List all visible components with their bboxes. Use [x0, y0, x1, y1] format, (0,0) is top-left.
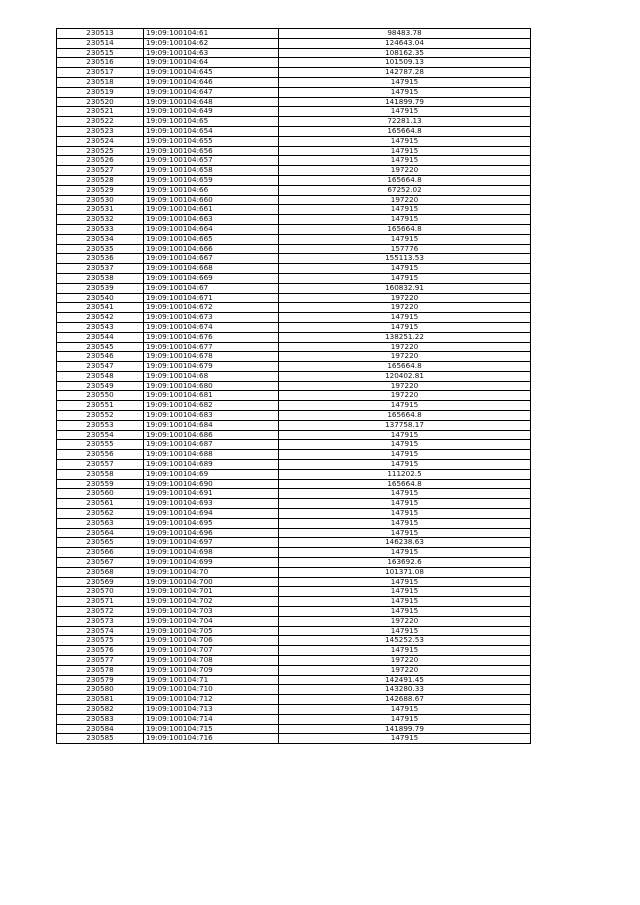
cadastral-number-cell: 19:09:100104:654	[144, 126, 279, 136]
cadastral-number-cell: 19:09:100104:679	[144, 362, 279, 372]
row-number-cell: 230527	[57, 166, 144, 176]
cadastral-number-cell: 19:09:100104:689	[144, 460, 279, 470]
cadastral-number-cell: 19:09:100104:684	[144, 420, 279, 430]
amount-cell: 101371.08	[279, 567, 531, 577]
table-row	[57, 587, 531, 597]
amount-cell: 147915	[279, 587, 531, 597]
table-row	[57, 411, 531, 421]
row-number-cell: 230535	[57, 244, 144, 254]
cadastral-number-cell: 19:09:100104:70	[144, 567, 279, 577]
amount-cell: 147915	[279, 234, 531, 244]
row-number-cell: 230576	[57, 646, 144, 656]
row-number-cell: 230531	[57, 205, 144, 215]
cadastral-number-cell: 19:09:100104:704	[144, 616, 279, 626]
cadastral-number-cell: 19:09:100104:714	[144, 714, 279, 724]
row-number-cell: 230571	[57, 597, 144, 607]
row-number-cell: 230514	[57, 38, 144, 48]
cadastral-number-cell: 19:09:100104:708	[144, 656, 279, 666]
table-row	[57, 97, 531, 107]
amount-cell: 197220	[279, 352, 531, 362]
row-number-cell: 230548	[57, 371, 144, 381]
amount-cell: 147915	[279, 489, 531, 499]
amount-cell: 147915	[279, 430, 531, 440]
row-number-cell: 230551	[57, 401, 144, 411]
row-number-cell: 230513	[57, 29, 144, 39]
table-row	[57, 528, 531, 538]
table-row	[57, 195, 531, 205]
amount-cell: 147915	[279, 215, 531, 225]
amount-cell: 197220	[279, 665, 531, 675]
cadastral-number-cell: 19:09:100104:687	[144, 440, 279, 450]
amount-cell: 147915	[279, 401, 531, 411]
data-table	[56, 28, 531, 744]
row-number-cell: 230563	[57, 518, 144, 528]
table-row	[57, 283, 531, 293]
table-row	[57, 558, 531, 568]
row-number-cell: 230549	[57, 381, 144, 391]
table-row	[57, 391, 531, 401]
row-number-cell: 230583	[57, 714, 144, 724]
amount-cell: 147915	[279, 646, 531, 656]
table-row	[57, 117, 531, 127]
table-row	[57, 48, 531, 58]
table-row	[57, 538, 531, 548]
amount-cell: 165664.8	[279, 479, 531, 489]
amount-cell: 147915	[279, 704, 531, 714]
row-number-cell: 230520	[57, 97, 144, 107]
row-number-cell: 230564	[57, 528, 144, 538]
table-row	[57, 254, 531, 264]
cadastral-number-cell: 19:09:100104:715	[144, 724, 279, 734]
amount-cell: 111202.5	[279, 469, 531, 479]
row-number-cell: 230525	[57, 146, 144, 156]
cadastral-number-cell: 19:09:100104:671	[144, 293, 279, 303]
cadastral-number-cell: 19:09:100104:664	[144, 224, 279, 234]
row-number-cell: 230526	[57, 156, 144, 166]
row-number-cell: 230574	[57, 626, 144, 636]
amount-cell: 197220	[279, 391, 531, 401]
amount-cell: 147915	[279, 77, 531, 87]
table-body	[57, 29, 531, 744]
amount-cell: 72281.13	[279, 117, 531, 127]
row-number-cell: 230580	[57, 685, 144, 695]
table-row	[57, 77, 531, 87]
row-number-cell: 230556	[57, 450, 144, 460]
row-number-cell: 230540	[57, 293, 144, 303]
table-row	[57, 685, 531, 695]
cadastral-number-cell: 19:09:100104:647	[144, 87, 279, 97]
cadastral-number-cell: 19:09:100104:61	[144, 29, 279, 39]
amount-cell: 197220	[279, 166, 531, 176]
row-number-cell: 230517	[57, 68, 144, 78]
amount-cell: 147915	[279, 450, 531, 460]
row-number-cell: 230559	[57, 479, 144, 489]
cadastral-number-cell: 19:09:100104:672	[144, 303, 279, 313]
row-number-cell: 230573	[57, 616, 144, 626]
amount-cell: 147915	[279, 156, 531, 166]
table-row	[57, 460, 531, 470]
row-number-cell: 230516	[57, 58, 144, 68]
table-row	[57, 205, 531, 215]
cadastral-number-cell: 19:09:100104:682	[144, 401, 279, 411]
row-number-cell: 230523	[57, 126, 144, 136]
row-number-cell: 230544	[57, 332, 144, 342]
amount-cell: 197220	[279, 195, 531, 205]
table-row	[57, 489, 531, 499]
table-row	[57, 695, 531, 705]
row-number-cell: 230534	[57, 234, 144, 244]
row-number-cell: 230561	[57, 499, 144, 509]
cadastral-number-cell: 19:09:100104:646	[144, 77, 279, 87]
table-row	[57, 87, 531, 97]
amount-cell: 197220	[279, 656, 531, 666]
amount-cell: 98483.78	[279, 29, 531, 39]
table-row	[57, 724, 531, 734]
cadastral-number-cell: 19:09:100104:706	[144, 636, 279, 646]
amount-cell: 197220	[279, 303, 531, 313]
amount-cell: 147915	[279, 460, 531, 470]
cadastral-number-cell: 19:09:100104:677	[144, 342, 279, 352]
table-row	[57, 626, 531, 636]
table-row	[57, 420, 531, 430]
amount-cell: 147915	[279, 313, 531, 323]
cadastral-number-cell: 19:09:100104:63	[144, 48, 279, 58]
amount-cell: 142688.67	[279, 695, 531, 705]
cadastral-number-cell: 19:09:100104:645	[144, 68, 279, 78]
cadastral-number-cell: 19:09:100104:694	[144, 509, 279, 519]
cadastral-number-cell: 19:09:100104:68	[144, 371, 279, 381]
amount-cell: 147915	[279, 548, 531, 558]
row-number-cell: 230572	[57, 607, 144, 617]
table-row	[57, 332, 531, 342]
table-row	[57, 646, 531, 656]
cadastral-number-cell: 19:09:100104:701	[144, 587, 279, 597]
cadastral-number-cell: 19:09:100104:712	[144, 695, 279, 705]
cadastral-number-cell: 19:09:100104:659	[144, 175, 279, 185]
row-number-cell: 230529	[57, 185, 144, 195]
amount-cell: 101509.13	[279, 58, 531, 68]
table-row	[57, 616, 531, 626]
cadastral-number-cell: 19:09:100104:698	[144, 548, 279, 558]
cadastral-number-cell: 19:09:100104:669	[144, 273, 279, 283]
table-row	[57, 156, 531, 166]
table-row	[57, 656, 531, 666]
cadastral-number-cell: 19:09:100104:648	[144, 97, 279, 107]
amount-cell: 138251.22	[279, 332, 531, 342]
table-row	[57, 548, 531, 558]
table-row	[57, 352, 531, 362]
cadastral-number-cell: 19:09:100104:661	[144, 205, 279, 215]
table-row	[57, 29, 531, 39]
row-number-cell: 230562	[57, 509, 144, 519]
row-number-cell: 230579	[57, 675, 144, 685]
cadastral-number-cell: 19:09:100104:656	[144, 146, 279, 156]
cadastral-number-cell: 19:09:100104:709	[144, 665, 279, 675]
row-number-cell: 230537	[57, 264, 144, 274]
amount-cell: 141899.79	[279, 724, 531, 734]
row-number-cell: 230558	[57, 469, 144, 479]
table-row	[57, 665, 531, 675]
amount-cell: 145252.53	[279, 636, 531, 646]
row-number-cell: 230519	[57, 87, 144, 97]
table-row	[57, 38, 531, 48]
table-row	[57, 293, 531, 303]
table-row	[57, 126, 531, 136]
row-number-cell: 230524	[57, 136, 144, 146]
table-row	[57, 58, 531, 68]
amount-cell: 143280.33	[279, 685, 531, 695]
table-row	[57, 313, 531, 323]
row-number-cell: 230565	[57, 538, 144, 548]
cadastral-number-cell: 19:09:100104:676	[144, 332, 279, 342]
cadastral-number-cell: 19:09:100104:688	[144, 450, 279, 460]
table-row	[57, 636, 531, 646]
cadastral-number-cell: 19:09:100104:710	[144, 685, 279, 695]
amount-cell: 146238.63	[279, 538, 531, 548]
row-number-cell: 230547	[57, 362, 144, 372]
table-row	[57, 224, 531, 234]
cadastral-number-cell: 19:09:100104:657	[144, 156, 279, 166]
cadastral-number-cell: 19:09:100104:697	[144, 538, 279, 548]
row-number-cell: 230566	[57, 548, 144, 558]
table-row	[57, 342, 531, 352]
amount-cell: 147915	[279, 87, 531, 97]
table-row	[57, 675, 531, 685]
row-number-cell: 230557	[57, 460, 144, 470]
row-number-cell: 230528	[57, 175, 144, 185]
row-number-cell: 230584	[57, 724, 144, 734]
row-number-cell: 230533	[57, 224, 144, 234]
amount-cell: 160832.91	[279, 283, 531, 293]
table-row	[57, 107, 531, 117]
table-row	[57, 704, 531, 714]
cadastral-number-cell: 19:09:100104:62	[144, 38, 279, 48]
cadastral-number-cell: 19:09:100104:649	[144, 107, 279, 117]
amount-cell: 147915	[279, 322, 531, 332]
table-row	[57, 499, 531, 509]
table-row	[57, 577, 531, 587]
row-number-cell: 230582	[57, 704, 144, 714]
row-number-cell: 230522	[57, 117, 144, 127]
cadastral-number-cell: 19:09:100104:681	[144, 391, 279, 401]
table-row	[57, 362, 531, 372]
amount-cell: 147915	[279, 734, 531, 744]
row-number-cell: 230585	[57, 734, 144, 744]
amount-cell: 147915	[279, 107, 531, 117]
row-number-cell: 230554	[57, 430, 144, 440]
cadastral-number-cell: 19:09:100104:65	[144, 117, 279, 127]
cadastral-number-cell: 19:09:100104:666	[144, 244, 279, 254]
cadastral-number-cell: 19:09:100104:699	[144, 558, 279, 568]
table-row	[57, 215, 531, 225]
amount-cell: 157776	[279, 244, 531, 254]
cadastral-number-cell: 19:09:100104:691	[144, 489, 279, 499]
table-row	[57, 68, 531, 78]
amount-cell: 165664.8	[279, 175, 531, 185]
cadastral-number-cell: 19:09:100104:66	[144, 185, 279, 195]
amount-cell: 108162.35	[279, 48, 531, 58]
amount-cell: 124643.04	[279, 38, 531, 48]
table-row	[57, 273, 531, 283]
row-number-cell: 230538	[57, 273, 144, 283]
table-row	[57, 734, 531, 744]
amount-cell: 147915	[279, 607, 531, 617]
amount-cell: 165664.8	[279, 224, 531, 234]
amount-cell: 147915	[279, 146, 531, 156]
cadastral-number-cell: 19:09:100104:667	[144, 254, 279, 264]
amount-cell: 147915	[279, 528, 531, 538]
cadastral-number-cell: 19:09:100104:67	[144, 283, 279, 293]
amount-cell: 165664.8	[279, 411, 531, 421]
row-number-cell: 230532	[57, 215, 144, 225]
cadastral-number-cell: 19:09:100104:655	[144, 136, 279, 146]
amount-cell: 147915	[279, 626, 531, 636]
amount-cell: 147915	[279, 273, 531, 283]
row-number-cell: 230530	[57, 195, 144, 205]
table-row	[57, 450, 531, 460]
cadastral-number-cell: 19:09:100104:705	[144, 626, 279, 636]
amount-cell: 165664.8	[279, 362, 531, 372]
cadastral-number-cell: 19:09:100104:716	[144, 734, 279, 744]
amount-cell: 165664.8	[279, 126, 531, 136]
table-row	[57, 371, 531, 381]
cadastral-number-cell: 19:09:100104:673	[144, 313, 279, 323]
cadastral-number-cell: 19:09:100104:668	[144, 264, 279, 274]
row-number-cell: 230515	[57, 48, 144, 58]
cadastral-number-cell: 19:09:100104:665	[144, 234, 279, 244]
amount-cell: 155113.53	[279, 254, 531, 264]
table-row	[57, 322, 531, 332]
amount-cell: 197220	[279, 616, 531, 626]
amount-cell: 67252.02	[279, 185, 531, 195]
table-row	[57, 303, 531, 313]
cadastral-number-cell: 19:09:100104:695	[144, 518, 279, 528]
row-number-cell: 230552	[57, 411, 144, 421]
row-number-cell: 230567	[57, 558, 144, 568]
amount-cell: 142787.28	[279, 68, 531, 78]
row-number-cell: 230521	[57, 107, 144, 117]
row-number-cell: 230545	[57, 342, 144, 352]
row-number-cell: 230578	[57, 665, 144, 675]
row-number-cell: 230543	[57, 322, 144, 332]
table-row	[57, 146, 531, 156]
table-row	[57, 509, 531, 519]
cadastral-number-cell: 19:09:100104:678	[144, 352, 279, 362]
amount-cell: 147915	[279, 264, 531, 274]
row-number-cell: 230539	[57, 283, 144, 293]
table-row	[57, 597, 531, 607]
table-row	[57, 264, 531, 274]
cadastral-number-cell: 19:09:100104:71	[144, 675, 279, 685]
cadastral-number-cell: 19:09:100104:680	[144, 381, 279, 391]
row-number-cell: 230518	[57, 77, 144, 87]
cadastral-number-cell: 19:09:100104:686	[144, 430, 279, 440]
row-number-cell: 230555	[57, 440, 144, 450]
table-row	[57, 136, 531, 146]
amount-cell: 147915	[279, 136, 531, 146]
table-row	[57, 430, 531, 440]
table-row	[57, 244, 531, 254]
table-row	[57, 469, 531, 479]
table-row	[57, 479, 531, 489]
amount-cell: 147915	[279, 509, 531, 519]
table-row	[57, 607, 531, 617]
row-number-cell: 230569	[57, 577, 144, 587]
row-number-cell: 230536	[57, 254, 144, 264]
table-row	[57, 401, 531, 411]
amount-cell: 147915	[279, 205, 531, 215]
cadastral-number-cell: 19:09:100104:660	[144, 195, 279, 205]
cadastral-number-cell: 19:09:100104:700	[144, 577, 279, 587]
cadastral-number-cell: 19:09:100104:702	[144, 597, 279, 607]
row-number-cell: 230570	[57, 587, 144, 597]
row-number-cell: 230553	[57, 420, 144, 430]
row-number-cell: 230546	[57, 352, 144, 362]
amount-cell: 147915	[279, 499, 531, 509]
amount-cell: 197220	[279, 381, 531, 391]
amount-cell: 120402.81	[279, 371, 531, 381]
amount-cell: 147915	[279, 518, 531, 528]
table-row	[57, 185, 531, 195]
amount-cell: 197220	[279, 293, 531, 303]
row-number-cell: 230577	[57, 656, 144, 666]
amount-cell: 197220	[279, 342, 531, 352]
amount-cell: 147915	[279, 714, 531, 724]
row-number-cell: 230542	[57, 313, 144, 323]
cadastral-number-cell: 19:09:100104:674	[144, 322, 279, 332]
cadastral-number-cell: 19:09:100104:713	[144, 704, 279, 714]
table-row	[57, 518, 531, 528]
amount-cell: 137758.17	[279, 420, 531, 430]
cadastral-number-cell: 19:09:100104:693	[144, 499, 279, 509]
amount-cell: 147915	[279, 440, 531, 450]
cadastral-number-cell: 19:09:100104:703	[144, 607, 279, 617]
row-number-cell: 230575	[57, 636, 144, 646]
cadastral-number-cell: 19:09:100104:696	[144, 528, 279, 538]
table-row	[57, 381, 531, 391]
row-number-cell: 230581	[57, 695, 144, 705]
row-number-cell: 230568	[57, 567, 144, 577]
amount-cell: 147915	[279, 597, 531, 607]
table-row	[57, 440, 531, 450]
row-number-cell: 230541	[57, 303, 144, 313]
table-row	[57, 714, 531, 724]
cadastral-number-cell: 19:09:100104:683	[144, 411, 279, 421]
amount-cell: 142491.45	[279, 675, 531, 685]
cadastral-number-cell: 19:09:100104:658	[144, 166, 279, 176]
cadastral-number-cell: 19:09:100104:69	[144, 469, 279, 479]
cadastral-number-cell: 19:09:100104:690	[144, 479, 279, 489]
cadastral-number-cell: 19:09:100104:707	[144, 646, 279, 656]
cadastral-number-cell: 19:09:100104:663	[144, 215, 279, 225]
row-number-cell: 230560	[57, 489, 144, 499]
table-row	[57, 175, 531, 185]
amount-cell: 147915	[279, 577, 531, 587]
table-row	[57, 567, 531, 577]
table-row	[57, 166, 531, 176]
amount-cell: 163692.6	[279, 558, 531, 568]
table-row	[57, 234, 531, 244]
row-number-cell: 230550	[57, 391, 144, 401]
cadastral-number-cell: 19:09:100104:64	[144, 58, 279, 68]
amount-cell: 141899.79	[279, 97, 531, 107]
